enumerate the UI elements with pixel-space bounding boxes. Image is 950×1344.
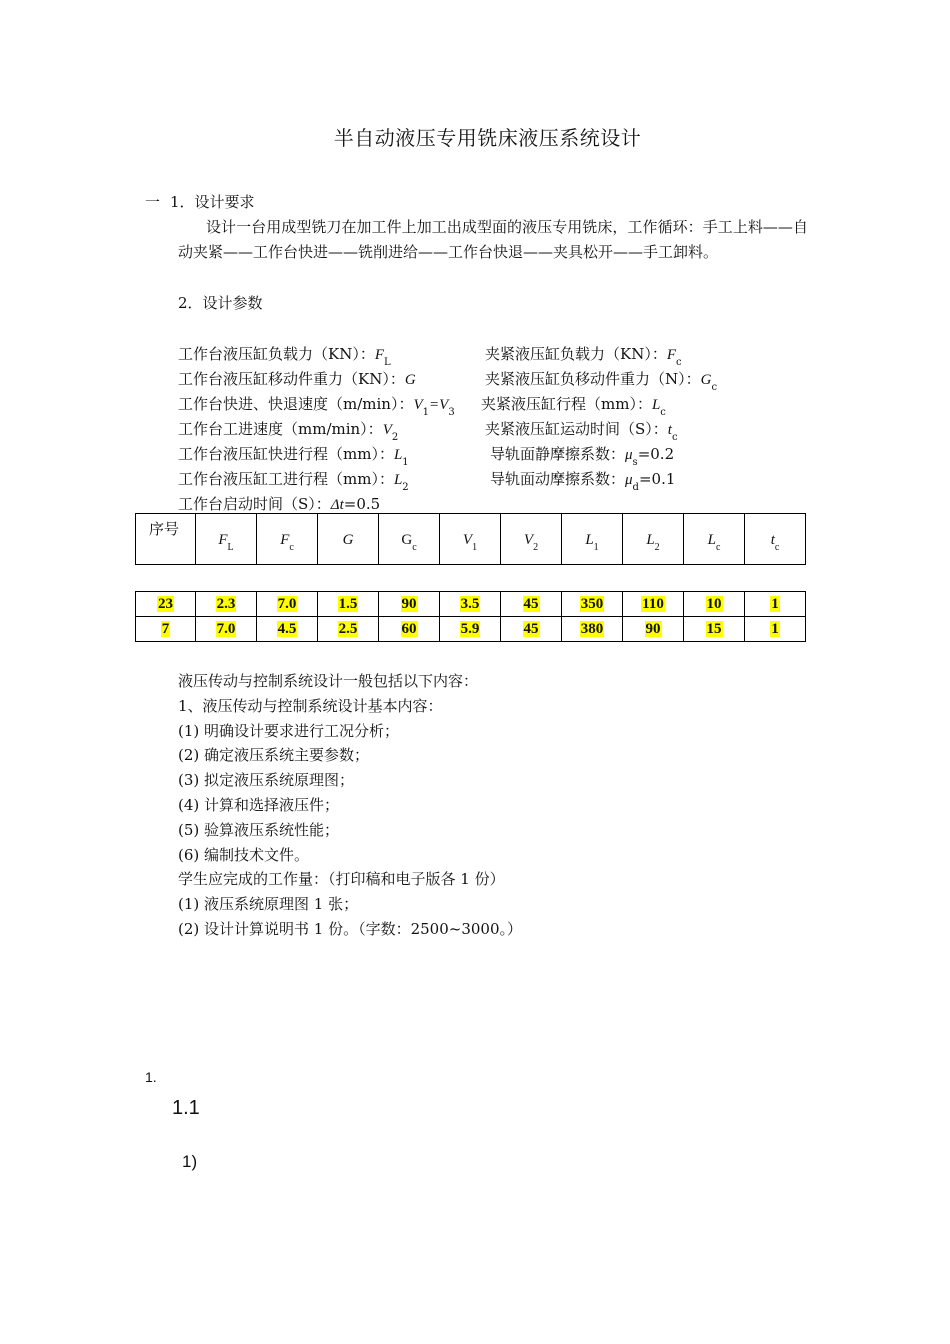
param-symbol: L xyxy=(651,397,661,413)
table-cell xyxy=(623,592,684,617)
table-cell xyxy=(562,617,623,642)
header-symbol-wrap xyxy=(623,532,683,553)
table-row xyxy=(136,617,806,642)
header-subscript: c xyxy=(715,542,721,553)
cell-value: 2.3 xyxy=(216,595,236,612)
table-cell xyxy=(379,617,440,642)
content-line: 1、液压传动与控制系统设计基本内容： xyxy=(178,696,443,715)
content-line: (3) 拟定液压系统原理图； xyxy=(178,771,355,790)
param-extra: =0.5 xyxy=(343,495,381,513)
param-subscript: d xyxy=(632,482,639,493)
cell-value: 90 xyxy=(401,595,417,612)
param-symbol: Δt xyxy=(330,497,344,513)
header-subscript: 2 xyxy=(654,542,660,553)
page-title: 半自动液压专用铣床液压系统设计 xyxy=(333,126,642,150)
header-cell xyxy=(684,514,745,565)
param-subscript: 2 xyxy=(391,432,399,443)
header-cell xyxy=(623,514,684,565)
table-cell xyxy=(745,617,806,642)
heading-marker-1: 1. xyxy=(145,1069,157,1085)
param-symbol: G xyxy=(700,372,712,388)
cell-value: 7.0 xyxy=(277,595,297,612)
section-marker: 一 xyxy=(145,193,161,211)
cell-value: 1.5 xyxy=(338,595,358,612)
param-label: 夹紧液压缸负移动件重力（N）： xyxy=(485,370,701,388)
content-line: (6) 编制技术文件。 xyxy=(178,845,310,864)
table-cell xyxy=(684,617,745,642)
header-symbol-wrap xyxy=(257,532,317,553)
param-label: 工作台液压缸负载力（KN）： xyxy=(178,345,375,363)
param-label: 工作台工进速度（mm/min）： xyxy=(178,420,383,438)
header-symbol: G xyxy=(401,532,413,548)
param-symbol: V xyxy=(382,422,392,438)
cell-value: 4.5 xyxy=(277,620,297,637)
cell-value: 45 xyxy=(523,595,539,612)
table-cell xyxy=(136,617,196,642)
cell-value: 90 xyxy=(645,620,661,637)
param-label: 夹紧液压缸运动时间（S）： xyxy=(485,420,668,438)
header-symbol: V xyxy=(523,532,534,548)
table-cell xyxy=(745,592,806,617)
param-subscript: 1 xyxy=(422,407,430,418)
cell-value: 350 xyxy=(580,595,604,612)
param-symbol: L xyxy=(393,447,403,463)
param-right-2 xyxy=(481,393,666,418)
param-extra: =0.1 xyxy=(638,470,676,488)
header-cell xyxy=(196,514,257,565)
table-row xyxy=(136,592,806,617)
table-cell xyxy=(684,592,745,617)
header-cell xyxy=(379,514,440,565)
param-left-2 xyxy=(178,393,455,418)
header-symbol-wrap xyxy=(501,532,561,553)
param-subscript: c xyxy=(711,382,718,393)
param-symbol: μ xyxy=(625,447,633,463)
section-heading-requirements: 1．设计要求 xyxy=(170,193,255,211)
content-line: 学生应完成的工作量：（打印稿和电子版各 1 份） xyxy=(178,870,505,889)
param-symbol: F xyxy=(374,347,385,363)
param-symbol: μ xyxy=(625,472,633,488)
param-label: 工作台液压缸快进行程（mm）： xyxy=(178,445,394,463)
header-subscript: 1 xyxy=(472,542,478,553)
header-cell-index xyxy=(136,514,196,565)
header-symbol: L xyxy=(585,532,594,548)
header-subscript: c xyxy=(412,542,417,553)
param-left-0 xyxy=(178,343,391,368)
parameter-table-header xyxy=(135,513,806,565)
param-label: 导轨面动摩擦系数： xyxy=(490,470,626,488)
param-label: 工作台液压缸移动件重力（KN）： xyxy=(178,370,405,388)
table-cell xyxy=(196,592,257,617)
header-subscript: c xyxy=(289,542,294,553)
param-label: 夹紧液压缸行程（mm）： xyxy=(481,395,652,413)
table-cell xyxy=(196,617,257,642)
param-symbol: F xyxy=(666,347,677,363)
header-symbol-wrap xyxy=(745,532,805,553)
header-subscript: 2 xyxy=(533,542,539,553)
param-label: 工作台液压缸工进行程（mm）： xyxy=(178,470,394,488)
header-symbol-wrap xyxy=(318,532,378,549)
table-cell xyxy=(501,617,562,642)
header-cell xyxy=(745,514,806,565)
header-symbol: t xyxy=(770,532,775,548)
table-cell xyxy=(318,617,379,642)
param-left-4 xyxy=(178,443,409,468)
header-cell xyxy=(257,514,318,565)
header-symbol: V xyxy=(462,532,473,548)
heading-marker-1-1: 1.1 xyxy=(172,1097,200,1119)
header-symbol: L xyxy=(707,532,716,548)
cell-value: 15 xyxy=(706,620,722,637)
param-subscript: 2 xyxy=(402,482,409,493)
header-cell xyxy=(562,514,623,565)
param-label: 工作台快进、快退速度（m/min）： xyxy=(178,395,414,413)
param-subscript: L xyxy=(384,357,391,368)
param-label: 夹紧液压缸负载力（KN）： xyxy=(485,345,667,363)
content-line: (5) 验算液压系统性能； xyxy=(178,820,340,839)
cell-value: 7.0 xyxy=(216,620,236,637)
header-symbol-wrap xyxy=(196,532,256,553)
param-symbol: L xyxy=(393,472,403,488)
cell-value: 60 xyxy=(401,620,417,637)
requirements-paragraph: 设计一台用成型铣刀在加工件上加工出成型面的液压专用铣床，工作循环：手工上料——自动夹紧——工作台快进——铣削进给——工作台快退——夹具松开——手工卸料。 xyxy=(178,218,808,261)
param-right-4 xyxy=(490,443,675,468)
param-extra-subscript: 3 xyxy=(448,407,455,418)
table-cell xyxy=(501,592,562,617)
header-symbol: G xyxy=(342,532,354,548)
cell-value: 10 xyxy=(706,595,722,612)
parameter-table-values xyxy=(135,591,806,642)
cell-value: 2.5 xyxy=(338,620,358,637)
header-symbol-wrap xyxy=(379,532,439,553)
param-subscript: s xyxy=(632,457,638,468)
content-line: (4) 计算和选择液压件； xyxy=(178,796,340,814)
header-cell xyxy=(440,514,501,565)
header-symbol: F xyxy=(280,532,290,548)
param-label: 工作台启动时间（S）： xyxy=(178,495,331,513)
param-subscript: c xyxy=(671,432,678,443)
param-extra: =V xyxy=(429,397,449,413)
header-cell xyxy=(501,514,562,565)
param-symbol: G xyxy=(404,372,416,388)
header-label: 序号 xyxy=(149,520,180,538)
cell-value: 110 xyxy=(642,595,664,612)
cell-value: 23 xyxy=(158,595,173,612)
cell-value: 3.5 xyxy=(460,595,480,612)
content-line: (1) 明确设计要求进行工况分析； xyxy=(178,721,400,740)
param-left-5 xyxy=(178,468,409,493)
heading-marker-1-paren: 1) xyxy=(182,1152,198,1171)
header-subscript: c xyxy=(774,542,780,553)
content-line: 液压传动与控制系统设计一般包括以下内容： xyxy=(178,672,479,690)
content-line: (1) 液压系统原理图 1 张； xyxy=(178,895,359,914)
table-cell xyxy=(623,617,684,642)
param-subscript: c xyxy=(676,357,682,368)
param-symbol: V xyxy=(413,397,423,413)
cell-value: 7 xyxy=(161,620,170,637)
table-cell xyxy=(379,592,440,617)
header-symbol: L xyxy=(646,532,655,548)
table-cell xyxy=(257,592,318,617)
content-line: (2) 设计计算说明书 1 份。（字数：2500~3000。） xyxy=(178,920,523,938)
header-symbol-wrap xyxy=(684,532,744,553)
table-cell xyxy=(136,592,196,617)
cell-value: 5.9 xyxy=(460,620,480,637)
header-subscript: L xyxy=(227,542,234,553)
param-right-0 xyxy=(485,343,682,368)
header-subscript: 1 xyxy=(593,542,599,553)
param-label: 导轨面静摩擦系数： xyxy=(490,445,626,463)
param-right-5 xyxy=(490,468,676,493)
param-left-6 xyxy=(178,493,380,514)
content-line: (2) 确定液压系统主要参数； xyxy=(178,746,370,765)
cell-value: 380 xyxy=(580,620,604,637)
header-symbol-wrap xyxy=(562,532,622,553)
table-cell xyxy=(562,592,623,617)
param-subscript: 1 xyxy=(402,457,409,468)
header-symbol: F xyxy=(218,532,228,548)
table-cell xyxy=(257,617,318,642)
header-symbol-wrap xyxy=(440,532,500,553)
cell-value: 1 xyxy=(771,620,779,637)
table-cell xyxy=(318,592,379,617)
param-extra: =0.2 xyxy=(637,445,675,463)
cell-value: 1 xyxy=(771,595,779,612)
cell-value: 45 xyxy=(523,620,539,637)
param-right-1 xyxy=(485,368,718,393)
table-cell xyxy=(440,592,501,617)
param-subscript: c xyxy=(660,407,666,418)
param-right-3 xyxy=(485,418,678,443)
section-heading-parameters: 2．设计参数 xyxy=(178,294,263,312)
param-symbol: t xyxy=(667,422,672,438)
header-cell xyxy=(318,514,379,565)
param-left-1 xyxy=(178,368,416,389)
param-left-3 xyxy=(178,418,399,443)
table-cell xyxy=(440,617,501,642)
